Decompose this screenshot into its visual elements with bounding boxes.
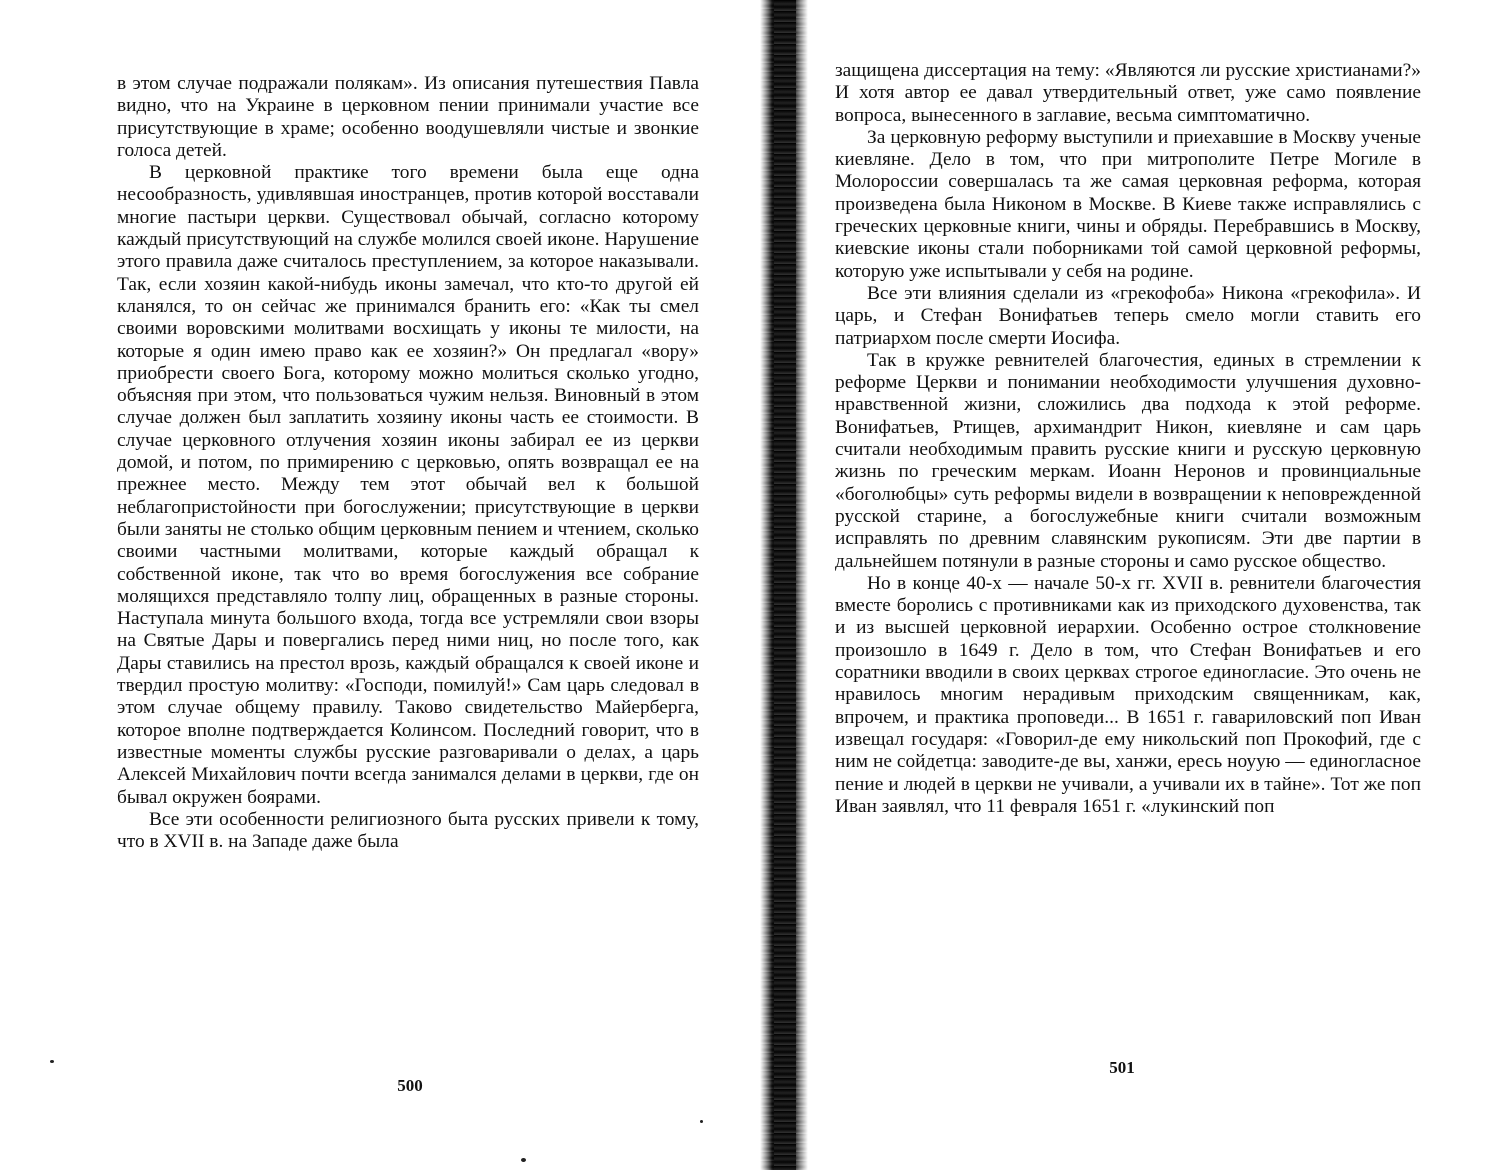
page-number: 500 <box>397 1076 423 1095</box>
right-page-text <box>835 60 1421 818</box>
paragraph: Так в кружке ревнителей благочестия, единых в стремлении к реформе Церкви и понимании необходимости улучшения духовно-нравственной жизни, сложились два подхода к этой реформе. Вонифатьев, Ртищев, архимандрит Никон, киевляне и сам царь считали необходимым править русские книги и русскую церковную жизнь по греческим меркам. Иоанн Неронов и провинциальные «боголюбцы» суть реформы видели в возвращении к неповрежденной русской старине, а богослужебные книги считали возможным исправлять по древним славянским рукописям. Эти две партии в дальнейшем потянули в разные стороны и само русское общество. <box>835 349 1421 572</box>
paragraph: За церковную реформу выступили и приехавшие в Москву ученые киевляне. Дело в том, что при митрополите Петре Могиле в Молороссии совершалась та же самая церковная реформа, которая произведена была Никоном в Москве. В Киеве также исправлялись с греческих церковные книги, чины и обряды. Перебравшись в Москву, киевские иконы стали поборниками той самой церковной реформы, которую уже испытывали у себя на родине. <box>835 126 1421 282</box>
left-page-text <box>117 73 699 853</box>
paragraph: Все эти особенности религиозного быта русских привели к тому, что в XVII в. на Западе даже была <box>117 808 699 853</box>
paragraph: защищена диссертация на тему: «Являются ли русские христианами?» И хотя автор ее давал утвердительный ответ, уже само появление вопроса, вынесенного в заглавие, весьма симптоматично. <box>835 60 1421 126</box>
paragraph: Но в конце 40-х — начале 50-х гг. XVII в. ревнители благочестия вместе боролись с противниками как из приходского духовенства, так и из высшей церковной иерархии. Особенно острое столкновение произошло в 1649 г. Дело в том, что Стефан Вонифатьев и его соратники вводили в своих церквах строгое единогласие. Это очень не нравилось многим нерадивым приходским священникам, как, впрочем, и практика проповеди... В 1651 г. гавариловский поп Иван извещал государя: «Говорил-де ему никольский поп Прокофий, где с ним не сойдетца: заводите-де вы, ханжи, ересь ноуую — единогласное пение и людей в церкви не учивали, а учивали их в тайне». Тот же поп Иван заявлял, что 11 февраля 1651 г. «лукинский поп <box>835 572 1421 817</box>
scan-speck <box>521 1158 526 1162</box>
right-page <box>800 0 1493 1170</box>
paragraph: в этом случае подражали полякам». Из описания путешествия Павла видно, что на Украине в церковном пении принимали участие все присутствующие в храме; особенно воодушевляли чистые и звонкие голоса детей. <box>117 73 699 161</box>
paragraph: Все эти влияния сделали из «грекофоба» Никона «грекофила». И царь, и Стефан Вонифатьев теперь смело могли ставить его патриархом после смерти Иосифа. <box>835 282 1421 349</box>
scan-speck <box>700 1120 703 1123</box>
scan-speck <box>50 1060 54 1063</box>
paragraph: В церковной практике того времени была еще одна несообразность, удивлявшая иностранцев, против которой восставали многие пастыри церкви. Существовал обычай, согласно которому каждый присутствующий на службе молился своей иконе. Нарушение этого правила даже считалось преступлением, за которое наказывали. Так, если хозяин какой-нибудь иконы замечал, что кто-то другой ей кланялся, то он сейчас же принимался бранить его: «Как ты смел своими воровскими молитвами восхищать у иконы те милости, на которые я один имею право как ее хозяин?» Он предлагал «вору» приобрести своего Бога, которому можно молиться сколько угодно, объясняя при этом, что пользоваться чужим нельзя. Виновный в этом случае должен был заплатить хозяину иконы часть ее стоимости. В случае церковного отлучения хозяин иконы забирал ее из церкви домой, и потом, по примирению с церковью, опять возвращал ее на прежнее место. Между тем этот обычай вел к большой неблагопристойности при богослужении; присутствующие в церкви были заняты не столько общим церковным пением и чтением, сколько своими частными молитвами, которые каждый обращал к собственной иконе, так что во время богослужения все собрание молящихся представляло толпу лиц, обращенных в разные стороны. Наступала минута большого входа, тогда все устремляли свои взоры на Святые Дары и повергались перед ними ниц, но после того, как Дары ставились на престол врозь, каждый обращался к своей иконе и твердил простую молитву: «Господи, помилуй!» Сам царь следовал в этом случае общему правилу. Таково свидетельство Майерберга, которое вполне подтверждается Колинсом. Последний говорит, что в известные моменты службы русские разговаривали о делах, а царь Алексей Михайлович почти всегда занимался делами в церкви, где он бывал окружен боярами. <box>117 162 699 808</box>
page-number: 501 <box>1109 1058 1135 1077</box>
book-gutter-core <box>774 0 796 1170</box>
